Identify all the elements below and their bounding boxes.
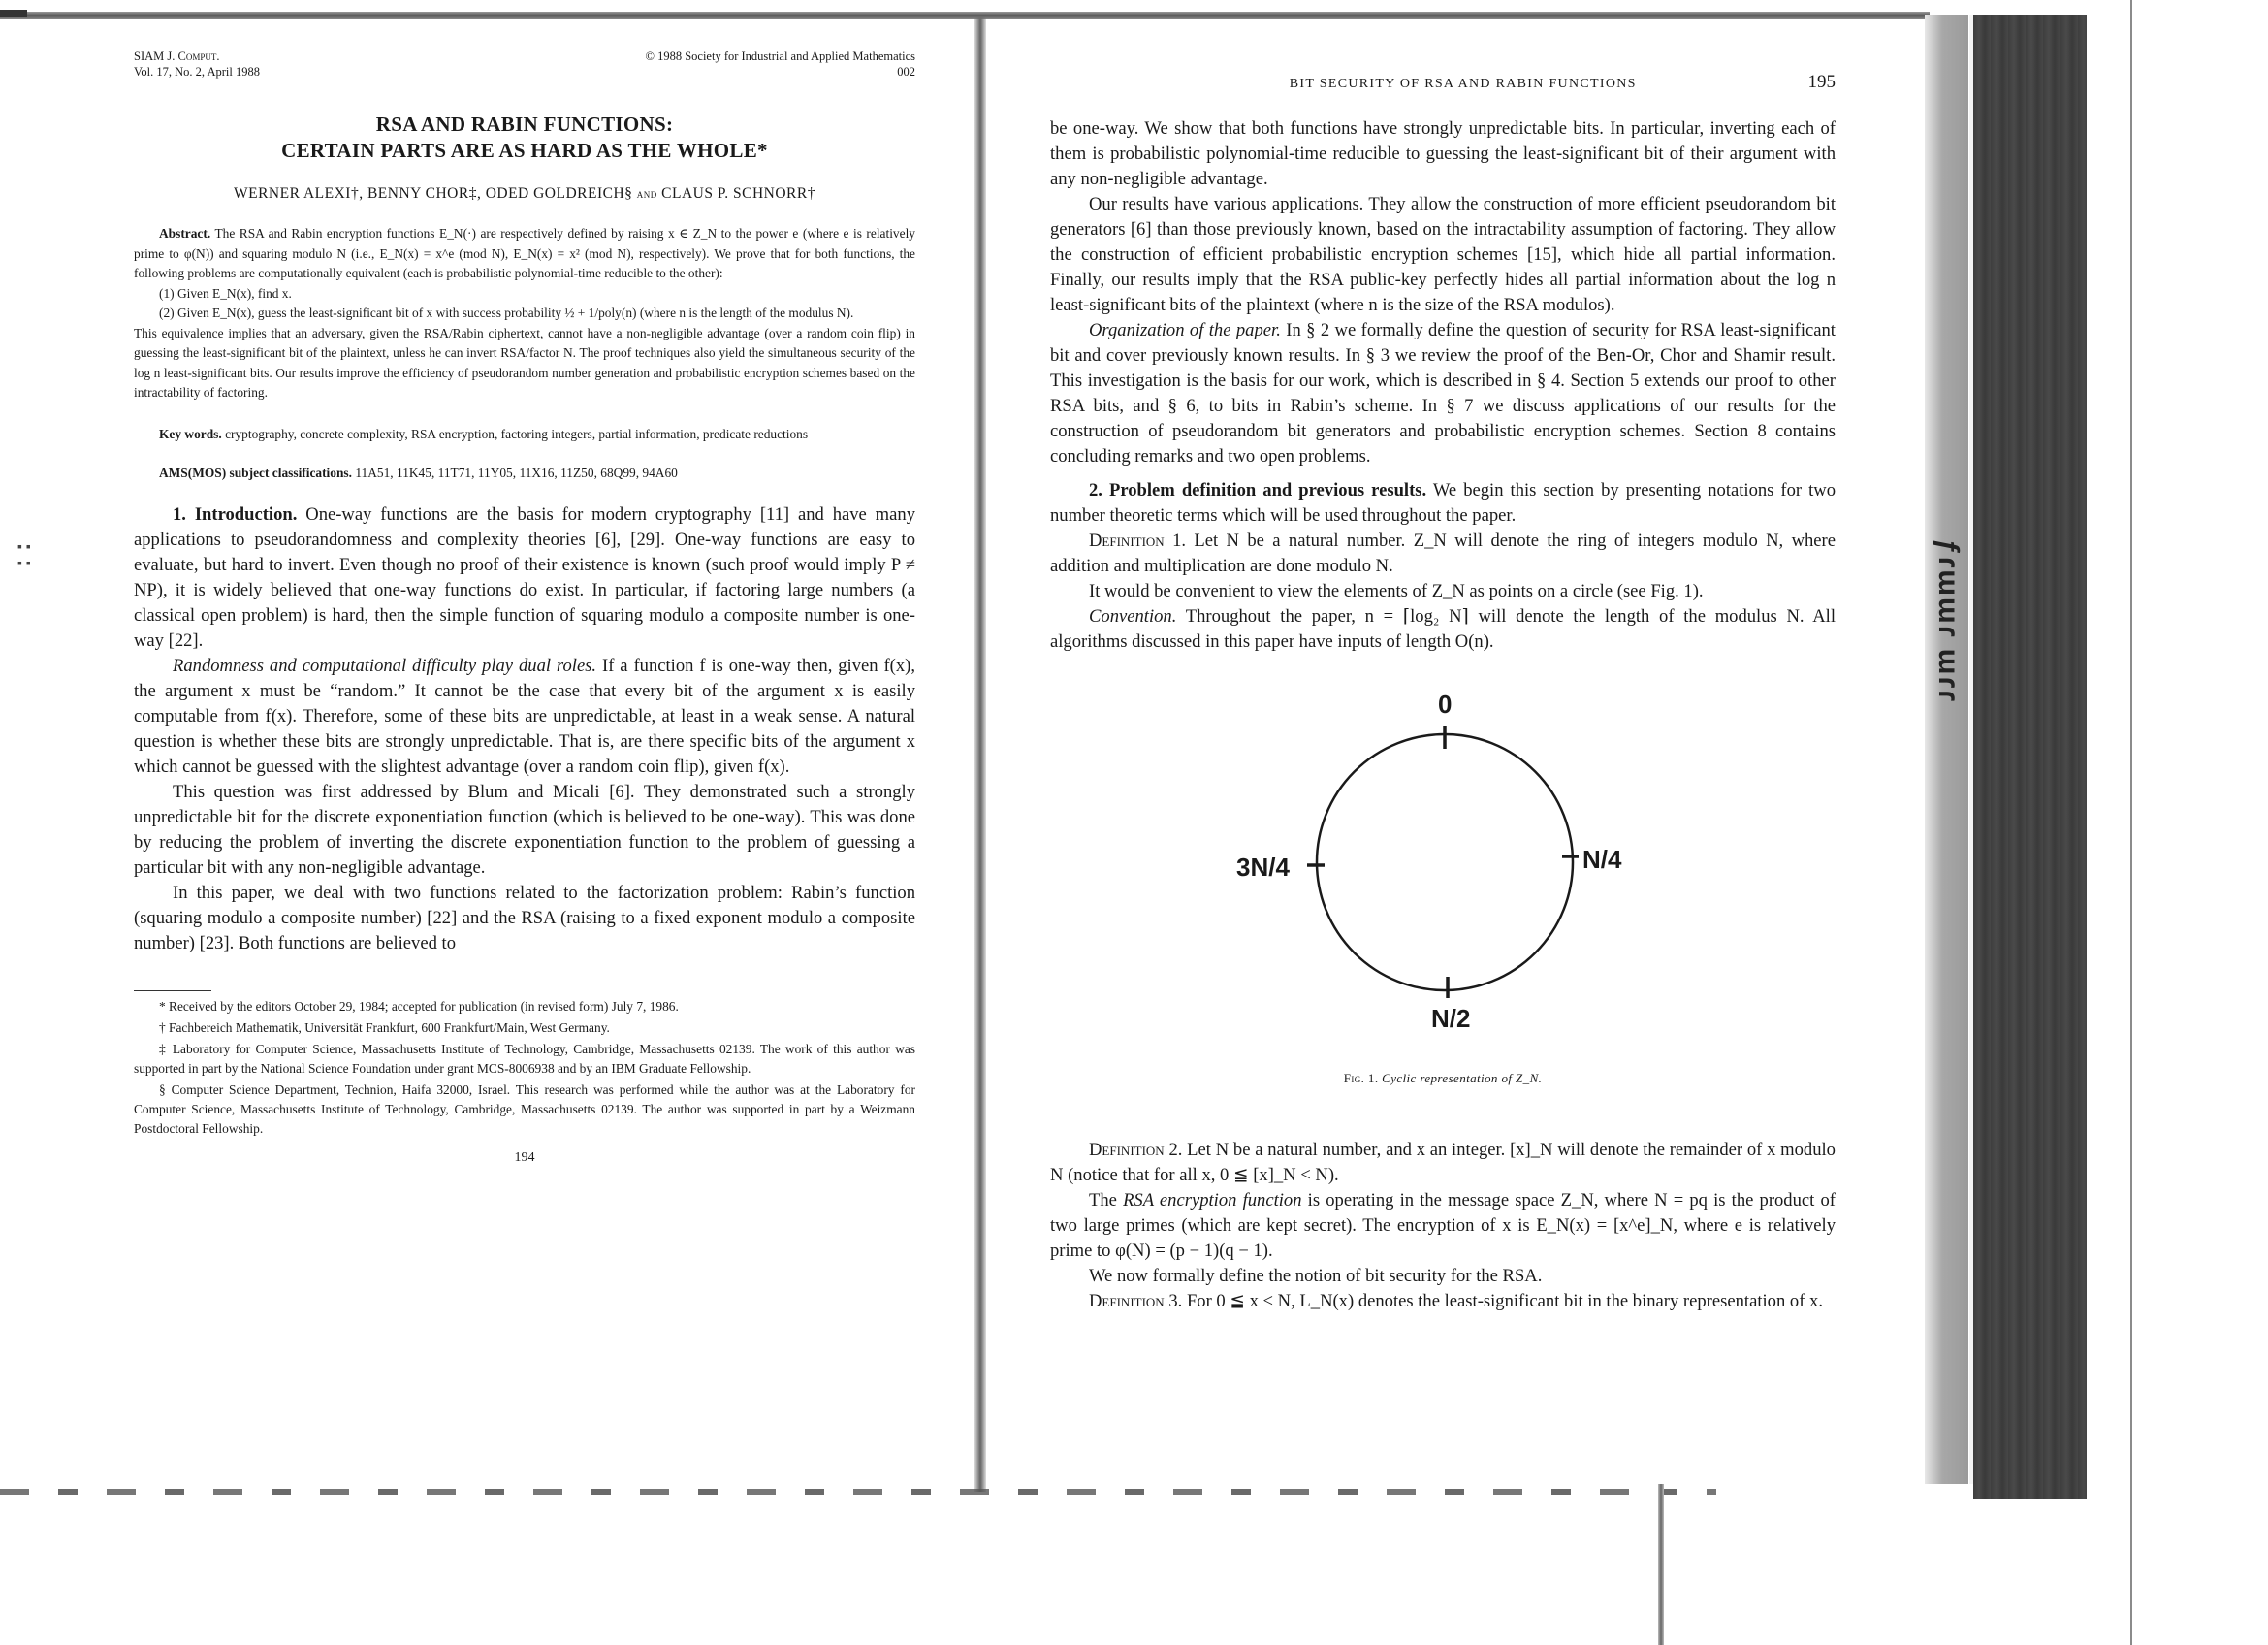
- footnote-rule: [134, 990, 211, 991]
- definition-1-label: Definition 1.: [1089, 531, 1187, 551]
- circle-paragraph: It would be convenient to view the elements of Z_N as points on a circle (see Fig. 1).: [1089, 581, 1704, 601]
- ams-classifications: [134, 466, 915, 481]
- running-head: [1050, 72, 1836, 93]
- right-page-body: [1050, 116, 1836, 1314]
- intro-p2-text: If a function f is one-way then, given f(x), the argument x must be “random.” It cannot be the case that every bit of the argument x is easily computable from f(x). Therefore, some of these bits are unpredictable, at least in a weak sense. A natural question is whether these bits are strongly unpredictable. That is, are there specific bits of the argument x which cannot be guessed with the slightest advantage (over a random coin flip), given f(x).: [134, 656, 916, 777]
- definition-3: [1050, 1289, 1836, 1314]
- footnote-received: * Received by the editors October 29, 1984; accepted for publication (in revised form) July 7, 1986.: [159, 999, 679, 1014]
- rsa-p-before: The: [1089, 1190, 1117, 1210]
- label-top: 0: [1438, 690, 1453, 719]
- bit-security-paragraph: We now formally define the notion of bit security for the RSA.: [1089, 1266, 1543, 1286]
- convention-text: Throughout the paper, n = ⌈log₂ N⌉ will denote the length of the modulus N. All algorithms discussed in this paper have inputs of length O(n).: [1050, 606, 1837, 652]
- book-spine-dark: [1973, 15, 2087, 1499]
- authors-and: and: [636, 187, 657, 201]
- journal-header: [134, 48, 915, 80]
- copyright-notice: © 1988 Society for Industrial and Applied Mathematics: [645, 49, 915, 63]
- right-page: [1050, 72, 1836, 1314]
- book-gutter: [974, 17, 986, 1492]
- section-2-paragraph: [1050, 478, 1836, 529]
- figure-caption-text: Cyclic representation of Z_N.: [1382, 1071, 1543, 1085]
- intro-paragraph-2: [134, 654, 915, 780]
- footnote-alexi-schnorr: † Fachbereich Mathematik, Universität Frankfurt, 600 Frankfurt/Main, West Germany.: [159, 1020, 610, 1035]
- keywords-text: cryptography, concrete complexity, RSA encryption, factoring integers, partial information, predicate reductions: [225, 426, 809, 441]
- page-number-left: 194: [514, 1150, 535, 1165]
- title-line-2: CERTAIN PARTS ARE AS HARD AS THE WHOLE*: [281, 139, 768, 162]
- organization-text: In § 2 we formally define the question of security for RSA least-significant bit and cover previously known results. In § 3 we review the proof of the Ben-Or, Chor and Shamir result. This investigation is the basis for our work, which is described in § 4. Section 5 extends our proof to other RSA bits, and § 6, to bits in Rabin’s scheme. In § 7 we discuss applications of our results for the construction of pseudorandom bit generators and probabilistic encryption schemes. Section 8 contains concluding remarks and two open problems.: [1050, 320, 1836, 467]
- definition-3-label: Definition 3.: [1089, 1291, 1183, 1311]
- ams-text: 11A51, 11K45, 11T71, 11Y05, 11X16, 11Z50, 68Q99, 94A60: [355, 466, 678, 480]
- definition-2-label: Definition 2.: [1089, 1140, 1183, 1160]
- keywords: [134, 425, 915, 445]
- footnote-chor: ‡ Laboratory for Computer Science, Massachusetts Institute of Technology, Cambridge, Massachusetts 02139. The work of this author was supported in part by the National Science Foundation under grant MCS-8006938 and by an IBM Graduate Fellowship.: [134, 1042, 915, 1076]
- abstract-conclusion: This equivalence implies that an adversary, given the RSA/Rabin ciphertext, cannot have a non-negligible advantage (over a random coin flip) in guessing the least-significant bit of the plaintext, unless he can invert RSA/factor N. The proof techniques also yield the simultaneous security of the log n least-significant bits. Our results improve the efficiency of pseudorandom number generation and probabilistic encryption schemes based on the intractability of factoring.: [134, 325, 915, 400]
- section-2-heading: 2. Problem definition and previous results.: [1089, 480, 1427, 500]
- label-right: N/4: [1582, 845, 1622, 874]
- cyclic-diagram: [1050, 676, 1836, 1074]
- label-left: 3N/4: [1236, 853, 1290, 882]
- rsa-p-text: is operating in the message space Z_N, where N = pq is the product of two large primes (which are kept secret). The encryption of x is E_N(x) = [x^e]_N, where e is relatively prime to φ(N) = (p − 1)(q − 1).: [1050, 1190, 1836, 1261]
- convention-paragraph: [1050, 604, 1836, 655]
- article-code: 002: [897, 65, 915, 79]
- footnotes: [134, 997, 915, 1139]
- organization-italic: Organization of the paper.: [1089, 320, 1281, 340]
- introduction-section: [134, 502, 915, 956]
- definition-1-text: Let N be a natural number. Z_N will denote the ring of integers modulo N, where addition and multiplication are done modulo N.: [1050, 531, 1836, 576]
- figure-1: [1050, 676, 1836, 1074]
- authors-part-2: CLAUS P. SCHNORR†: [656, 185, 815, 202]
- authors-part-1: WERNER ALEXI†, BENNY CHOR‡, ODED GOLDREICH§: [234, 185, 637, 202]
- footnote-goldreich: § Computer Science Department, Technion, Haifa 32000, Israel. This research was performed while the author was at the Laboratory for Computer Science, Massachusetts Institute of Technology, Cambridge, Massachusetts 02139. The author was supported in part by a Weizmann Postdoctoral Fellowship.: [134, 1082, 915, 1136]
- intro-paragraph-3: This question was first addressed by Blum and Micali [6]. They demonstrated such a strongly unpredictable bit for the discrete exponentiation function (which is believed to be one-way). This was done by reducing the problem of inverting the discrete exponentiation function to the problem of guessing a particular bit with any non-negligible advantage.: [134, 782, 915, 878]
- definition-2: [1050, 1138, 1836, 1188]
- scan-corner-mark: [0, 10, 27, 17]
- abstract: [134, 224, 915, 403]
- scan-top-edge: [0, 12, 1930, 19]
- left-margin-marks: ▪ ▪ ▪ ▪: [17, 538, 31, 570]
- abstract-item-2: (2) Given E_N(x), guess the least-significant bit of x with success probability ½ + 1/poly(n) (where n is the length of the modulus N).: [159, 306, 854, 320]
- keywords-label: Key words.: [159, 426, 222, 441]
- continuation-paragraph: be one-way. We show that both functions have strongly unpredictable bits. In particular, inverting each of them is probabilistic polynomial-time reducible to guessing the least-significant bit of their argument with any non-negligible advantage.: [1050, 118, 1836, 189]
- spine-text: ƒɾɯɯɾ ɯɾɾ: [1933, 538, 1965, 703]
- author-list: [134, 185, 915, 203]
- applications-paragraph: Our results have various applications. They allow the construction of more efficient pseudorandom bit generators [6] than those previously known, based on the intractability assumption of factoring. They allow the construction of efficient probabilistic encryption schemes [15], which hide all partial information. Finally, our results imply that the RSA public-key perfectly hides all partial information about the log n least-significant bits of the plaintext (where n is the size of the RSA modulos).: [1050, 194, 1836, 315]
- left-page: [134, 48, 915, 1166]
- organization-paragraph: [1050, 318, 1836, 469]
- title-line-1: RSA AND RABIN FUNCTIONS:: [375, 113, 674, 136]
- rsa-p-italic: RSA encryption function: [1123, 1190, 1302, 1210]
- intro-paragraph-4: In this paper, we deal with two functions related to the factorization problem: Rabin’s function (squaring modulo a composite number) [22] and the RSA (raising to a fixed exponent modulo a composite number) [23]. Both functions are believed to: [134, 883, 915, 953]
- scan-bottom-edge: [0, 1489, 1716, 1495]
- section-2-text: We begin this section by presenting notations for two number theoretic terms which will be used throughout the paper.: [1050, 480, 1837, 526]
- definition-1: [1050, 529, 1836, 579]
- definition-3-text: For 0 ≦ x < N, L_N(x) denotes the least-significant bit in the binary representation of x.: [1186, 1291, 1823, 1311]
- abstract-label: Abstract.: [159, 226, 211, 241]
- abstract-intro: The RSA and Rabin encryption functions E_N(·) are respectively defined by raising x ∈ Z_N to the power e (where e is relatively prime to φ(N)) and squaring modulo N (i.e., E_N(x) = x^e (mod N), E_N(x) = x² (mod N), respectively). We prove that for both functions, the following problems are computationally equivalent (each is probabilistic polynomial-time reducible to the other):: [134, 226, 915, 280]
- definition-2-text: Let N be a natural number, and x an integer. [x]_N will denote the remainder of x modulo N (notice that for all x, 0 ≦ [x]_N < N).: [1050, 1140, 1836, 1185]
- journal-volume: Vol. 17, No. 2, April 1988: [134, 65, 260, 79]
- rsa-function-paragraph: [1050, 1188, 1836, 1264]
- zn-circle: [1317, 734, 1573, 990]
- ams-label: AMS(MOS) subject classifications.: [159, 466, 352, 480]
- page-number-right: 195: [1807, 72, 1836, 92]
- scan-bottom-post: [1658, 1484, 1664, 1645]
- scanner-edge: [2087, 0, 2132, 1645]
- intro-paragraph-1: [134, 502, 915, 654]
- intro-heading: 1. Introduction.: [173, 504, 298, 525]
- label-bottom: N/2: [1431, 1004, 1471, 1033]
- abstract-item-1: (1) Given E_N(x), find x.: [159, 285, 292, 301]
- running-head-title: BIT SECURITY OF RSA AND RABIN FUNCTIONS: [1289, 77, 1637, 91]
- intro-p1-text: One-way functions are the basis for modern cryptography [11] and have many applications to pseudorandomness and complexity theories [6], [29]. One-way functions are easy to evaluate, but hard to invert. Even though no proof of their existence is known (such proof would imply P ≠ NP), it is widely believed that one-way functions do exist. In particular, if factoring large numbers (a classical open problem) is hard, then the simple function of squaring modulo a composite number is one-way [22].: [134, 504, 915, 651]
- journal-name: SIAM J. Comput.: [134, 49, 220, 63]
- paper-title: [134, 112, 915, 164]
- convention-italic: Convention.: [1089, 606, 1177, 627]
- intro-p2-italic: Randomness and computational difficulty play dual roles.: [173, 656, 597, 676]
- figure-caption-label: Fig. 1.: [1343, 1071, 1379, 1085]
